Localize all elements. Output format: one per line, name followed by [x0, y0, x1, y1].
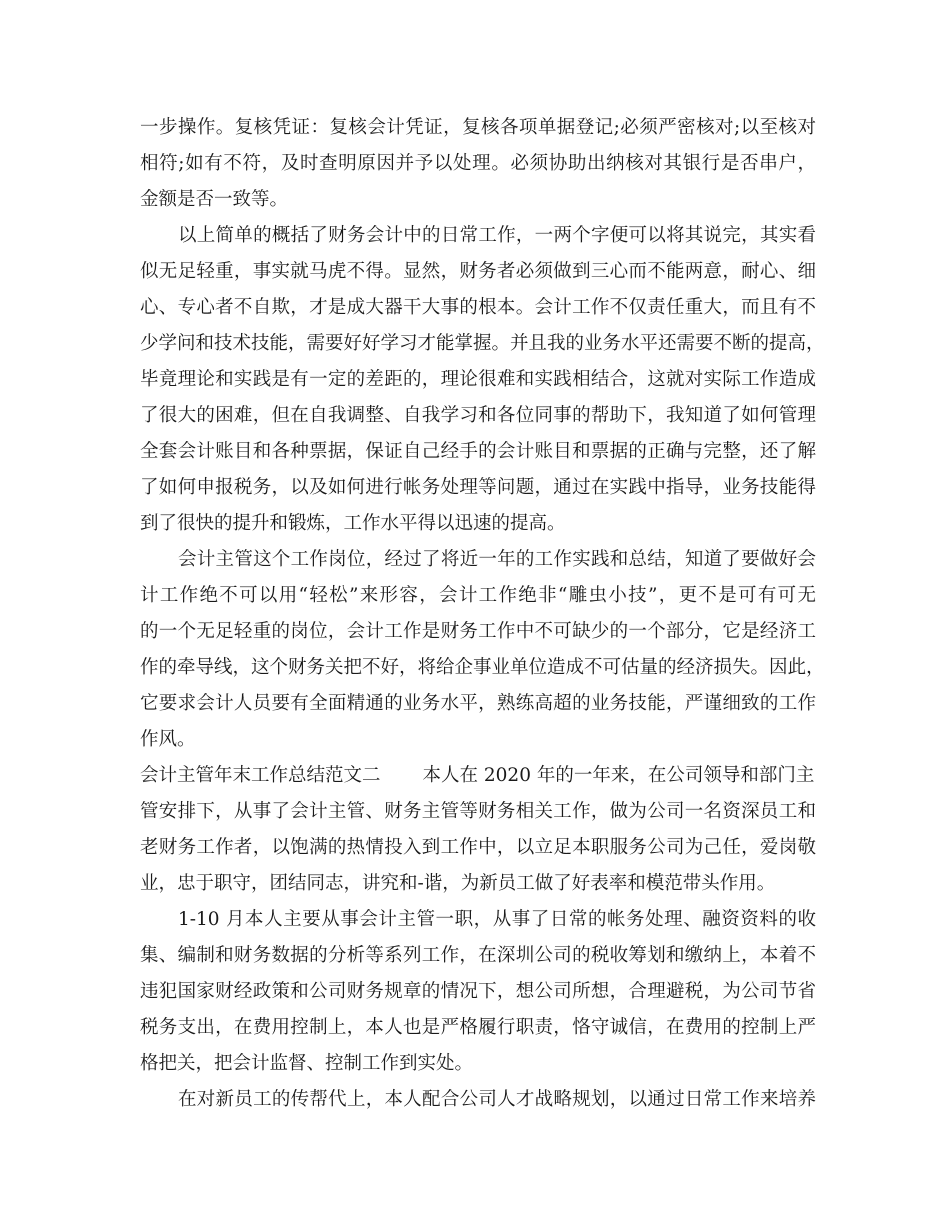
text-line: 了很大的困难，但在自我调整、自我学习和各位同事的帮助下，我知道了如何管理	[140, 405, 816, 426]
text-line: 税务支出，在费用控制上，本人也是严格履行职责，恪守诚信，在费用的控制上严	[140, 1017, 816, 1038]
text-line: 到了很快的提升和锻炼，工作水平得以迅速的提高。	[140, 513, 566, 534]
text-line: 一步操作。复核凭证：复核会计凭证，复核各项单据登记;必须严密核对;以至核对	[140, 117, 816, 138]
text-line: 毕竟理论和实践是有一定的差距的，理论很难和实践相结合，这就对实际工作造成	[140, 369, 816, 390]
section-heading-line	[140, 758, 816, 794]
text-line: 相符;如有不符，及时查明原因并予以处理。必须协助出纳核对其银行是否串户，	[140, 153, 816, 174]
text-line: 的一个无足轻重的岗位，会计工作是财务工作中不可缺少的一个部分，它是经济工	[140, 621, 816, 642]
text-line: 作风。	[140, 729, 196, 750]
section-first-text: 本人在 2020 年的一年来，在公司领导和部门主	[422, 765, 815, 786]
text-line: 它要求会计人员要有全面精通的业务水平，熟练高超的业务技能，严谨细致的工作	[140, 693, 816, 714]
text-line: 以上简单的概括了财务会计中的日常工作，一两个字便可以将其说完，其实看	[178, 225, 816, 246]
text-line: 计工作绝不可以用“轻松”来形容，会计工作绝非“雕虫小技”，更不是可有可无	[140, 585, 816, 606]
text-line: 少学问和技术技能，需要好好学习才能掌握。并且我的业务水平还需要不断的提高，	[140, 333, 825, 354]
text-line: 金额是否一致等。	[140, 189, 289, 210]
text-line: 老财务工作者，以饱满的热情投入到工作中，以立足本职服务公司为己任，爱岗敬	[140, 837, 816, 858]
text-line: 在对新员工的传帮代上，本人配合公司人才战略规划，以通过日常工作来培养	[178, 1089, 816, 1110]
document-body	[140, 110, 825, 1118]
text-line: 作的牵导线，这个财务关把不好，将给企事业单位造成不可估量的经济损失。因此，	[140, 657, 825, 678]
text-line: 业，忠于职守，团结同志，讲究和-谐，为新员工做了好表率和模范带头作用。	[140, 873, 776, 894]
text-line: 违犯国家财经政策和公司财务规章的情况下，想公司所想，合理避税，为公司节省	[140, 981, 816, 1002]
text-line: 格把关，把会计监督、控制工作到实处。	[140, 1053, 474, 1074]
text-line: 了如何申报税务，以及如何进行帐务处理等问题，通过在实践中指导，业务技能得	[140, 477, 816, 498]
text-line: 1-10 月本人主要从事会计主管一职，从事了日常的帐务处理、融资资料的收	[178, 909, 816, 930]
section-title: 会计主管年末工作总结范文二	[140, 765, 381, 786]
text-line: 心、专心者不自欺，才是成大器干大事的根本。会计工作不仅责任重大，而且有不	[140, 297, 816, 318]
text-line: 全套会计账目和各种票据，保证自己经手的会计账目和票据的正确与完整，还了解	[140, 441, 816, 462]
text-line: 集、编制和财务数据的分析等系列工作，在深圳公司的税收筹划和缴纳上，本着不	[140, 945, 816, 966]
text-line: 管安排下，从事了会计主管、财务主管等财务相关工作，做为公司一名资深员工和	[140, 801, 816, 822]
text-line: 似无足轻重，事实就马虎不得。显然，财务者必须做到三心而不能两意，耐心、细	[140, 261, 816, 282]
text-line: 会计主管这个工作岗位，经过了将近一年的工作实践和总结，知道了要做好会	[178, 549, 816, 570]
